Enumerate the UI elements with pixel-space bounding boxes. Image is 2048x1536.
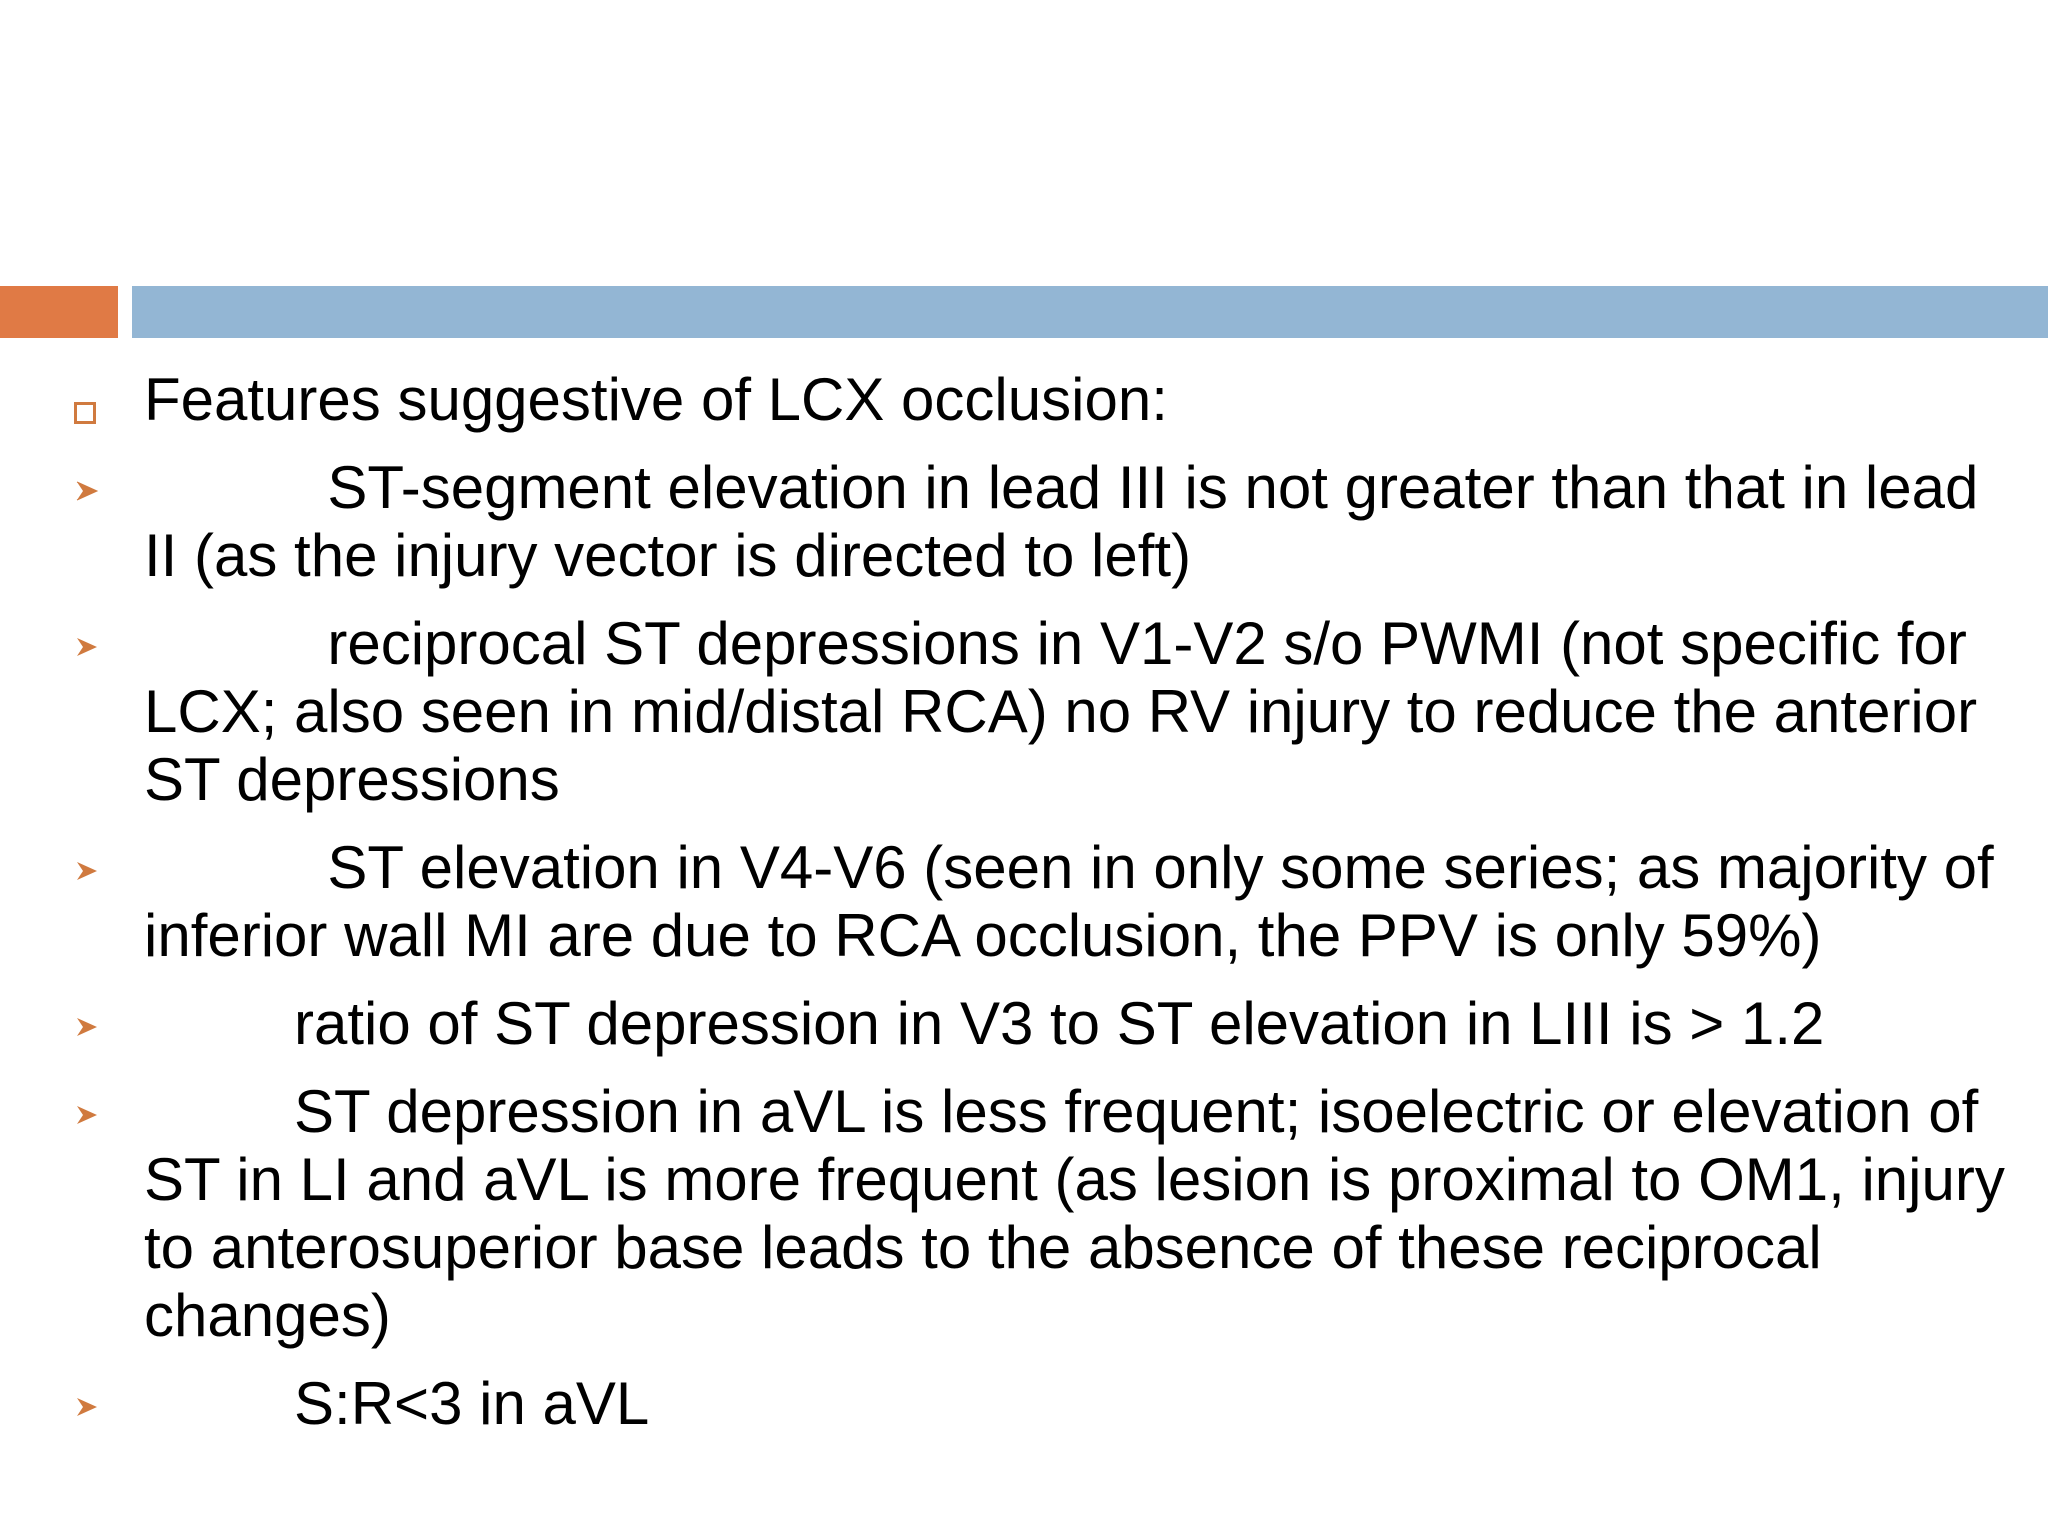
square-bullet-icon <box>74 402 96 424</box>
bullet-text: S:R<3 in aVL <box>144 1370 650 1437</box>
bullet-text: ST depression in aVL is less frequent; isoelectric or elevation of ST in LI and aVL is more frequent (as lesion is proximal to OM1, injury to anterosuperior base leads to the absence of these reciprocal changes) <box>144 1078 2005 1349</box>
bullet-item-sr-ratio <box>0 1370 2048 1438</box>
bullet-text: Features suggestive of LCX occlusion: <box>144 366 1168 433</box>
title-accent-bar <box>0 286 118 338</box>
arrow-bullet-icon <box>74 634 100 660</box>
bullet-item-intro <box>0 366 2048 434</box>
bullet-item-lead-iii <box>0 454 2048 590</box>
title-header-bar <box>132 286 2048 338</box>
bullet-text: ST elevation in V4-V6 (seen in only some series; as majority of inferior wall MI are due to RCA occlusion, the PPV is only 59%) <box>144 834 1994 969</box>
bullet-text: ratio of ST depression in V3 to ST elevation in LIII is > 1.2 <box>144 990 1825 1057</box>
arrow-bullet-icon <box>74 1014 100 1040</box>
arrow-bullet-icon <box>74 478 100 504</box>
arrow-bullet-icon <box>74 858 100 884</box>
bullet-item-avl <box>0 1078 2048 1350</box>
bullet-item-v4-v6 <box>0 834 2048 970</box>
bullet-item-ratio <box>0 990 2048 1058</box>
arrow-bullet-icon <box>74 1394 100 1420</box>
bullet-text: reciprocal ST depressions in V1-V2 s/o PWMI (not specific for LCX; also seen in mid/distal RCA) no RV injury to reduce the anterior ST depressions <box>144 610 1978 813</box>
arrow-bullet-icon <box>74 1102 100 1128</box>
slide-body <box>0 362 2048 1438</box>
bullet-text: ST-segment elevation in lead III is not greater than that in lead II (as the injury vector is directed to left) <box>144 454 1979 589</box>
bullet-item-reciprocal <box>0 610 2048 814</box>
